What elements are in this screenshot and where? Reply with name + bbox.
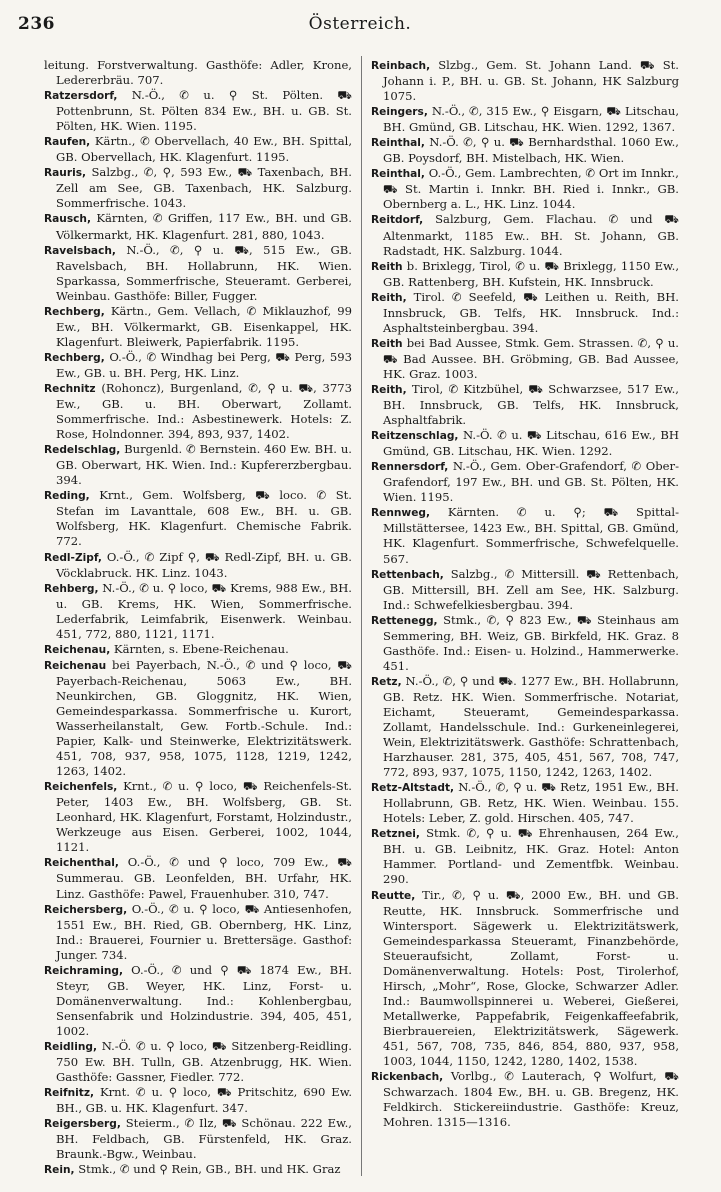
directory-entry [371,780,679,826]
directory-entry [371,1069,679,1130]
entry-headword: Reichenthal, [44,857,119,870]
entry-headword: Retznei, [371,828,420,841]
directory-entry [44,304,352,350]
entry-text: Stmk. ✆, ⚲ u. ⛟ Ehrenhausen, 264 Ew., BH. u. GB. Leibnitz, HK. Graz. Hotel: Anton Hammer. Portland- und Zementfbk. Weinbau. 290. [383,826,679,887]
entry-text: O.-Ö., ✆ Zipf ⚲, ⛟ Redl-Zipf, BH. u. GB. Vöcklabruck. HK. Linz. 1043. [56,549,352,580]
entry-text: Krnt. ✆ u. ⚲ loco, ⛟ Pritschitz, 690 Ew. BH., GB. u. HK. Klagenfurt. 347. [56,1085,352,1116]
directory-entry [44,642,352,658]
entry-headword: Reingers, [371,106,428,119]
entry-text: Tir., ✆, ⚲ u. ⛟, 2000 Ew., BH. und GB. Reutte, HK. Innsbruck. Sommerfrische und Wintersport. Sägewerk u. Elektrizitätswerk, Gemeindesparkassa Steueramt, Finanzbehörde, Steueraufsicht, Zollamt, Forst- u. Domänenverwaltung. Hotels: Post, Tirolerhof, Hirsch, „Mohr“, Rose, Glocke, Schwarzer Adler. Ind.: Baumwollspinnerei u. Weberei, Gießerei, Metallwerke, Pappefabrik, Feigenkaffeefabrik, Bierbrauereien, Elektrizitätswerk, Sägewerk. 451, 567, 708, 735, 846, 854, 880, 937, 958, 1003, 1044, 1150, 1242, 1280, 1402, 1538. [383,887,679,1069]
entry-headword: Rein, [44,1164,75,1177]
directory-entry [371,826,679,887]
entry-headword: Reidling, [44,1041,97,1053]
entry-headword: Reichenau, [44,643,111,656]
directory-entry [44,581,352,642]
entry-text: N.-Ö. ✆ u. ⚲ loco, ⛟ Sitzenberg-Reidling. 750 Ew. BH. Tulln, GB. Atzenbrugg, HK. Wien. Gasthöfe: Gassner, Fiedler. 772. [56,1039,352,1085]
entry-headword: Reitzenschlag, [371,430,459,443]
entry-headword: Rennersdorf, [371,461,449,474]
directory-entry [44,658,352,779]
entry-headword: Reichraming, [44,964,123,977]
directory-entry [44,963,352,1039]
entry-headword: Rettenbach, [371,568,444,581]
entry-text: Vorlbg., ✆ Lauterach, ⚲ Wolfurt, ⛟ Schwarzach. 1804 Ew., BH. u. GB. Bregenz, HK. Feldkirch. Stickereiindustrie. Gasthöfe: Kreuz, Mohren. 1315—1316. [383,1069,679,1130]
entry-headword: Reinthal, [371,137,425,150]
entry-headword: Rechnitz [44,382,96,395]
entry-headword: Rechberg, [44,351,105,364]
directory-entry [371,58,679,104]
directory-entry [371,290,679,336]
entry-text: Kärtn., ✆ Obervellach, 40 Ew., BH. Spittal, GB. Obervellach, HK. Klagenfurt. 1195. [56,134,352,165]
column-divider [361,56,362,1176]
entry-text: N.-Ö., ✆, ⚲ und ⛟. 1277 Ew., BH. Hollabrunn, GB. Retz. HK. Wien. Sommerfrische. Notariat, Eichamt, Steueramt, Gemeindesparkassa. Zollamt, Handelsschule. Ind.: Gurkeneinlegerei, Wein, Elektrizitätswerk. Gasthöfe: Schrattenbach, Harzhauser. 281, 375, 405, 451, 567, 708, 747, 772, 893, 937, 1075, 1150, 1242, 1263, 1402. [383,673,679,780]
entry-text: O.-Ö., Gem. Lambrechten, ✆ Ort im Innkr., ⛟ St. Martin i. Innkr. BH. Ried i. Innkr., GB. Obernberg a. L., HK. Linz. 1044. [383,166,679,212]
entry-headword: Rehberg, [44,582,99,595]
entry-headword: Reith, [371,383,407,396]
directory-entry [371,613,679,674]
directory-entry [44,855,352,901]
entry-text: bei Bad Aussee, Stmk. Gem. Strassen. ✆, ⚲ u. ⛟ Bad Aussee. BH. Gröbming, GB. Bad Aussee, HK. Graz. 1003. [383,335,679,381]
entry-headword: Raufen, [44,136,91,149]
entry-headword: Rettenegg, [371,614,438,627]
entry-headword: Redelschlag, [44,444,121,457]
right-column [371,58,679,1130]
directory-entry [44,1162,352,1178]
entry-text: O.-Ö., ✆ und ⚲ ⛟ 1874 Ew., BH. Steyr, GB. Weyer, HK. Linz, Forst- u. Domänenverwaltung. Ind.: Kohlenbergbau, Sensenfabrik und Holzindustrie. 394, 405, 451, 1002. [56,962,352,1038]
entry-text: Tirol. ✆ Seefeld, ⛟ Leithen u. Reith, BH. Innsbruck, GB. Telfs, HK. Innsbruck. Ind.: Asphaltsteinbergbau. 394. [383,289,679,335]
entry-headword: Reding, [44,490,90,503]
entry-text: O.-Ö., ✆ und ⚲ loco, 709 Ew., ⛟ Summerau. GB. Leonfelden, BH. Urfahr, HK. Linz. Gasthöfe: Pawel, Frauenhuber. 310, 747. [56,855,352,901]
entry-text: N.-Ö., ✆, ⚲ u. ⛟, 515 Ew., GB. Ravelsbach, BH. Hollabrunn, HK. Wien. Sparkassa, Sommerfrische, Steueramt. Gerberei, Weinbau. Gasthöfe: Biller, Fugger. [56,242,352,303]
entry-headword: Reith [371,260,403,273]
entry-text: N.-Ö., ✆, ⚲ u. ⛟ Retz, 1951 Ew., BH. Hollabrunn, GB. Retz, HK. Wien. Weinbau. 155. Hotels: Leber, Z. gold. Hirschen. 405, 747. [383,780,679,826]
directory-entry [44,88,352,134]
entry-headword: Reutte, [371,889,416,902]
entry-text: Kärnten, s. Ebene-Reichenau. [110,641,289,656]
directory-entry [371,459,679,505]
entry-text: leitung. Forstverwaltung. Gasthöfe: Adler, Krone, Ledererbräu. 707. [44,58,352,88]
entry-headword: Reith, [371,291,407,304]
entry-headword: Reifnitz, [44,1087,95,1100]
entry-text: N.-Ö. ✆, ⚲ u. ⛟ Bernhardsthal. 1060 Ew., GB. Poysdorf, BH. Mistelbach, HK. Wien. [383,135,679,166]
directory-entry [371,336,679,382]
entry-headword: Retz-Altstadt, [371,782,455,795]
entry-text: Kärnten. ✆ u. ⚲; ⛟ Spittal-Millstättersee, 1423 Ew., BH. Spittal, GB. Gmünd, HK. Klagenfurt. Sommerfrische, Schwefelquelle. 567. [383,505,679,566]
entry-text: Krnt., ✆ u. ⚲ loco, ⛟ Reichenfels-St. Peter, 1403 Ew., BH. Wolfsberg, GB. St. Leonhard, HK. Klagenfurt, Forstamt, Holzindustr., Werkzeuge aus Eisen. Gerberei, 1002, 1044, 1121. [56,779,352,855]
entry-text: Stmk., ✆, ⚲ 823 Ew., ⛟ Steinhaus am Semmering, BH. Weiz, GB. Birkfeld, HK. Graz. 8 Gasthöfe. Ind.: Eisen- u. Holzind., Hammerwerke. 451. [383,612,679,673]
entry-headword: Redl-Zipf, [44,551,102,564]
directory-entry [371,888,679,1070]
entry-text: Burgenld. ✆ Bernstein. 460 Ew. BH. u. GB. Oberwart, HK. Wien. Ind.: Kupfererzbergbau. 394. [56,442,352,488]
entry-text: O.-Ö., ✆ Windhag bei Perg, ⛟ Perg, 593 Ew., GB. u. BH. Perg, HK. Linz. [56,349,352,380]
entry-text: O.-Ö., ✆ u. ⚲ loco, ⛟ Antiesenhofen, 1551 Ew., BH. Ried, GB. Obernberg, HK. Linz, Ind.: Brauerei, Fournier u. Brettersäge. Gasthof: Junger. 734. [56,901,352,962]
directory-entry [44,442,352,488]
directory-entry [44,488,352,549]
directory-entry [44,779,352,855]
entry-text: N.-Ö. ✆ u. ⛟ Litschau, 616 Ew., BH Gmünd, GB. Litschau, HK. Wien. 1292. [383,428,679,459]
directory-entry [371,674,679,780]
entry-headword: Reichenau [44,659,107,672]
entry-text: N.-Ö., ✆ u. ⚲ loco, ⛟ Krems, 988 Ew., BH. u. GB. Krems, HK. Wien, Sommerfrische. Lederfabrik, Leimfabrik, Eisenwerk. Weinbau. 451, 772, 880, 1121, 1171. [56,580,352,641]
entry-headword: Reigersberg, [44,1118,121,1131]
entry-headword: Rauris, [44,167,87,180]
directory-entry [44,243,352,304]
entry-text: bei Payerbach, N.-Ö., ✆ und ⚲ loco, ⛟ Payerbach-Reichenau, 5063 Ew., BH. Neunkirchen, GB. Gloggnitz, HK. Wien, Gemeindesparkassa. Sommerfrische u. Kurort, Wasserheilanstalt, Gew. Fortb.-Schule. Ind.: Papier, Kalk- und Steinwerke, Elektrizitätswerk. 451, 708, 937, 958, 1075, 1128, 1219, 1242, 1263, 1402. [56,657,352,779]
directory-entry [371,104,679,135]
directory-entry [44,350,352,381]
directory-entry [44,165,352,211]
entry-text: Slzbg., Gem. St. Johann Land. ⛟ St. Johann i. P., BH. u. GB. St. Johann, HK Salzburg 1075. [383,58,679,104]
running-title: Österreich. [308,14,412,34]
entry-headword: Reichersberg, [44,903,128,916]
directory-entry [371,428,679,459]
directory-entry [371,259,679,290]
entry-text: Salzbg., ✆ Mittersill. ⛟ Rettenbach, GB. Mittersill, BH. Zell am See, HK. Salzburg. Ind.: Schwefelkiesbergbau. 394. [383,566,679,612]
entry-text: Salzbg., ✆, ⚲, 593 Ew., ⛟ Taxenbach, BH. Zell am See, GB. Taxenbach, HK. Salzburg. Sommerfrische. 1043. [56,165,352,211]
directory-entry [44,902,352,963]
entry-text: Kärtn., Gem. Vellach, ✆ Miklauzhof, 99 Ew., BH. Völkermarkt, GB. Eisenkappel, HK. Klagenfurt. Bleiwerk, Papierfabrik. 1195. [56,303,352,349]
directory-entry [44,1039,352,1085]
directory-entry [371,166,679,212]
left-column [44,58,352,1178]
entry-text: Krnt., Gem. Wolfsberg, ⛟ loco. ✆ St. Stefan im Lavanttale, 608 Ew., BH. u. GB. Wolfsberg, HK. Klagenfurt. Chemische Fabrik. 772. [56,488,352,549]
directory-entry [371,382,679,428]
directory-entry [371,505,679,566]
directory-entry [44,58,352,88]
directory-entry [44,211,352,242]
entry-headword: Reinthal, [371,168,425,181]
entry-headword: Rausch, [44,213,91,226]
entry-text: Kärnten, ✆ Griffen, 117 Ew., BH. und GB. Völkermarkt, HK. Klagenfurt. 281, 880, 1043. [56,211,352,242]
entry-text: N.-Ö., ✆, 315 Ew., ⚲ Eisgarn, ⛟ Litschau, BH. Gmünd, GB. Litschau, HK. Wien. 1292, 1367. [383,104,679,135]
entry-text: (Rohoncz), Burgenland, ✆, ⚲ u. ⛟, 3773 Ew., GB. u. BH. Oberwart, Zollamt. Sommerfrische. Ind.: Asbestinewerk. Hotels: Z. Rose, Holndonner. 394, 893, 937, 1402. [56,380,352,442]
directory-entry [371,567,679,613]
directory-entry [44,381,352,442]
entry-headword: Rennweg, [371,507,431,520]
entry-text: Stmk., ✆ und ⚲ Rein, GB., BH. und HK. Graz [74,1162,341,1177]
entry-headword: Reichenfels, [44,781,118,794]
entry-headword: Reitdorf, [371,214,424,227]
entry-text: b. Brixlegg, Tirol, ✆ u. ⛟ Brixlegg, 1150 Ew., GB. Rattenberg, BH. Kufstein, HK. Innsbruck. [383,258,679,289]
entry-text: Salzburg, Gem. Flachau. ✆ und ⛟ Altenmarkt, 1185 Ew.. BH. St. Johann, GB. Radstadt, HK. Salzburg. 1044. [383,212,679,258]
entry-headword: Reinbach, [371,60,431,72]
directory-entry [44,1085,352,1116]
entry-headword: Rechberg, [44,305,105,318]
directory-entry [44,550,352,581]
entry-headword: Retz, [371,675,402,688]
entry-text: N.-Ö., Gem. Ober-Grafendorf, ✆ Ober-Grafendorf, 197 Ew., BH. und GB. St. Pölten, HK. Wien. 1195. [383,459,679,505]
entry-text: Steierm., ✆ Ilz, ⛟ Schönau. 222 Ew., BH. Feldbach, GB. Fürstenfeld, HK. Graz. Braunk.-Bgw., Weinbau. [56,1116,352,1162]
directory-entry [371,212,679,258]
page-number: 236 [18,14,55,34]
entry-text: N.-Ö., ✆ u. ⚲ St. Pölten. ⛟ Pottenbrunn, St. Pölten 834 Ew., BH. u. GB. St. Pölten, HK. Wien. 1195. [56,88,352,134]
entry-text: Tirol, ✆ Kitzbühel, ⛟ Schwarzsee, 517 Ew., BH. Innsbruck, GB. Telfs, HK. Innsbruck, Asphaltfabrik. [383,381,679,428]
entry-headword: Ravelsbach, [44,244,116,257]
page-header [0,0,721,46]
directory-entry [44,134,352,165]
directory-entry [371,135,679,166]
directory-entry [44,1116,352,1162]
entry-headword: Reith [371,337,403,350]
entry-headword: Rickenbach, [371,1071,444,1084]
entry-headword: Ratzersdorf, [44,90,118,103]
